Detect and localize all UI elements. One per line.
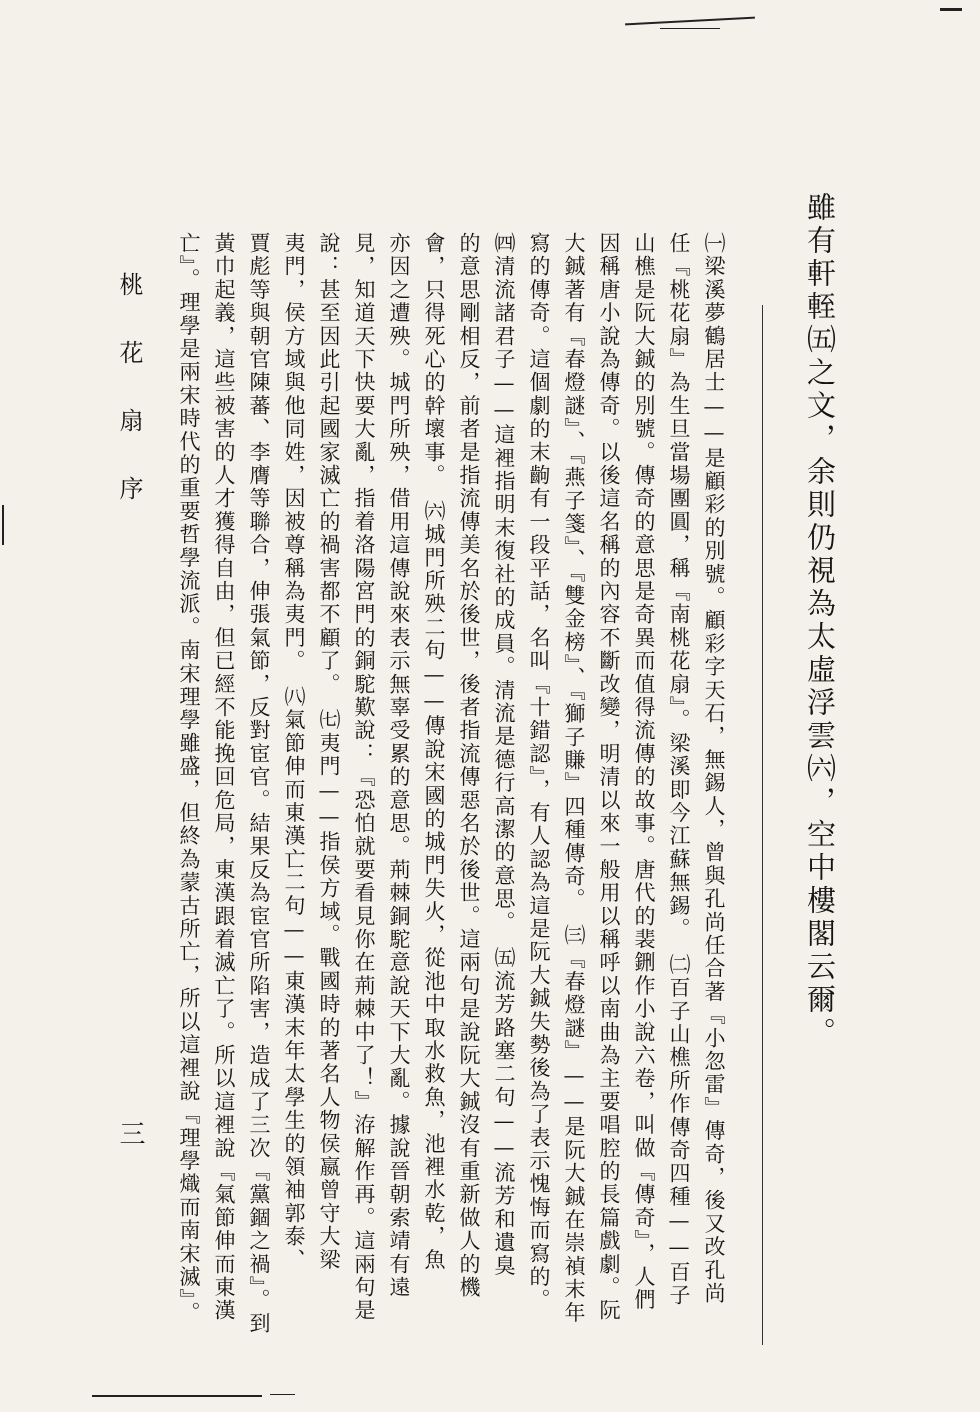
note-column: 因稱唐小說為傳奇。以後這名稱的內容不斷改變，明清以來一般用以稱呼以南曲為主要唱腔的長篇戲劇。阮 (597, 232, 621, 1323)
note-column: 夷門，侯方域與他同姓，因被尊稱為夷門。 ㈧氣節伸而東漢亡二句——東漢末年太學生的領袖郭泰、 (282, 232, 306, 1272)
note-column: 見，知道天下快要大亂，指着洛陽宮門的銅駝歎說：『恐怕就要看見你在荊棘中了！』洊解作再。這兩句是 (352, 232, 376, 1323)
note-column: 任『桃花扇』為生旦當場團圓，稱『南桃花扇』。梁溪即今江蘇無錫。 ㈡百子山樵所作傳奇四種——百子 (667, 232, 691, 1308)
note-column: 黃巾起義，這些被害的人才獲得自由，但已經不能挽回危局，東漢跟着滅亡了。所以這裡說『氣節伸而東漢 (212, 232, 236, 1323)
note-column: 會，只得死心的幹壞事。 ㈥城門所殃二句——傳說宋國的城門失火，從池中取水救魚，池裡水乾，魚 (422, 232, 446, 1272)
note-column: 的意思剛相反，前者是指流傳美名於後世，後者指流傳惡名於後世。這兩句是說阮大鋮沒有重新做人的機 (457, 232, 481, 1300)
scan-mark (2, 505, 4, 545)
note-column: 說：甚至因此引起國家滅亡的禍害都不顧了。 ㈦夷門——指侯方域。戰國時的著名人物侯嬴曾守大梁 (317, 232, 341, 1272)
note-column: ㈠梁溪夢鶴居士——是顧彩的別號。顧彩字天石，無錫人，曾與孔尚任合著『小忽雷』傳奇，後又改孔尚 (702, 232, 726, 1306)
running-title: 桃花扇序 (115, 272, 143, 544)
separator-rule (762, 305, 763, 1345)
scan-mark (940, 8, 962, 11)
note-column: 賈彪等與朝官陳蕃、李膺等聯合，伸張氣節，反對宦官。結果反為宦官所陷害，造成了三次『黨錮之禍』。到 (247, 232, 271, 1336)
main-text-column: 雖有軒輊㈤之文，余則仍視為太虛浮雲㈥，空中樓閣云爾。 (803, 192, 837, 1050)
scan-mark (660, 28, 720, 29)
note-column: 寫的傳奇。這個劇的末齣有一段平話，名叫『十錯認』，有人認為這是阮大鋮失勢後為了表示愧悔而寫的。 (527, 232, 551, 1312)
note-column: 亡』。理學是兩宋時代的重要哲學流派。南宋理學雖盛，但終為蒙古所亡，所以這裡說『理學熾而南宋滅』。 (177, 232, 201, 1325)
scan-mark (92, 1395, 262, 1397)
scan-mark (625, 17, 755, 26)
scan-mark (270, 1394, 295, 1395)
note-column: 亦因之遭殃。城門所殃，借用這傳說來表示無辜受累的意思。荊棘銅駝意說天下大亂。據說晉朝索靖有遠 (387, 232, 411, 1300)
note-column: 大鋮著有『春燈謎』、『燕子箋』、『雙金榜』、『獅子賺』四種傳奇。 ㈢『春燈謎』——是阮大鋮在崇禎末年 (562, 232, 586, 1325)
note-column: ㈣清流諸君子——這裡指明末復社的成員。清流是德行高潔的意思。 ㈤流芳路塞二句——流芳和遺臭 (492, 232, 516, 1278)
page-number: 三 (115, 1120, 145, 1146)
note-column: 山樵是阮大鋮的別號。傳奇的意思是奇異而值得流傳的故事。唐代的裴鉶作小說六卷，叫做『傳奇』，人們 (632, 232, 656, 1312)
